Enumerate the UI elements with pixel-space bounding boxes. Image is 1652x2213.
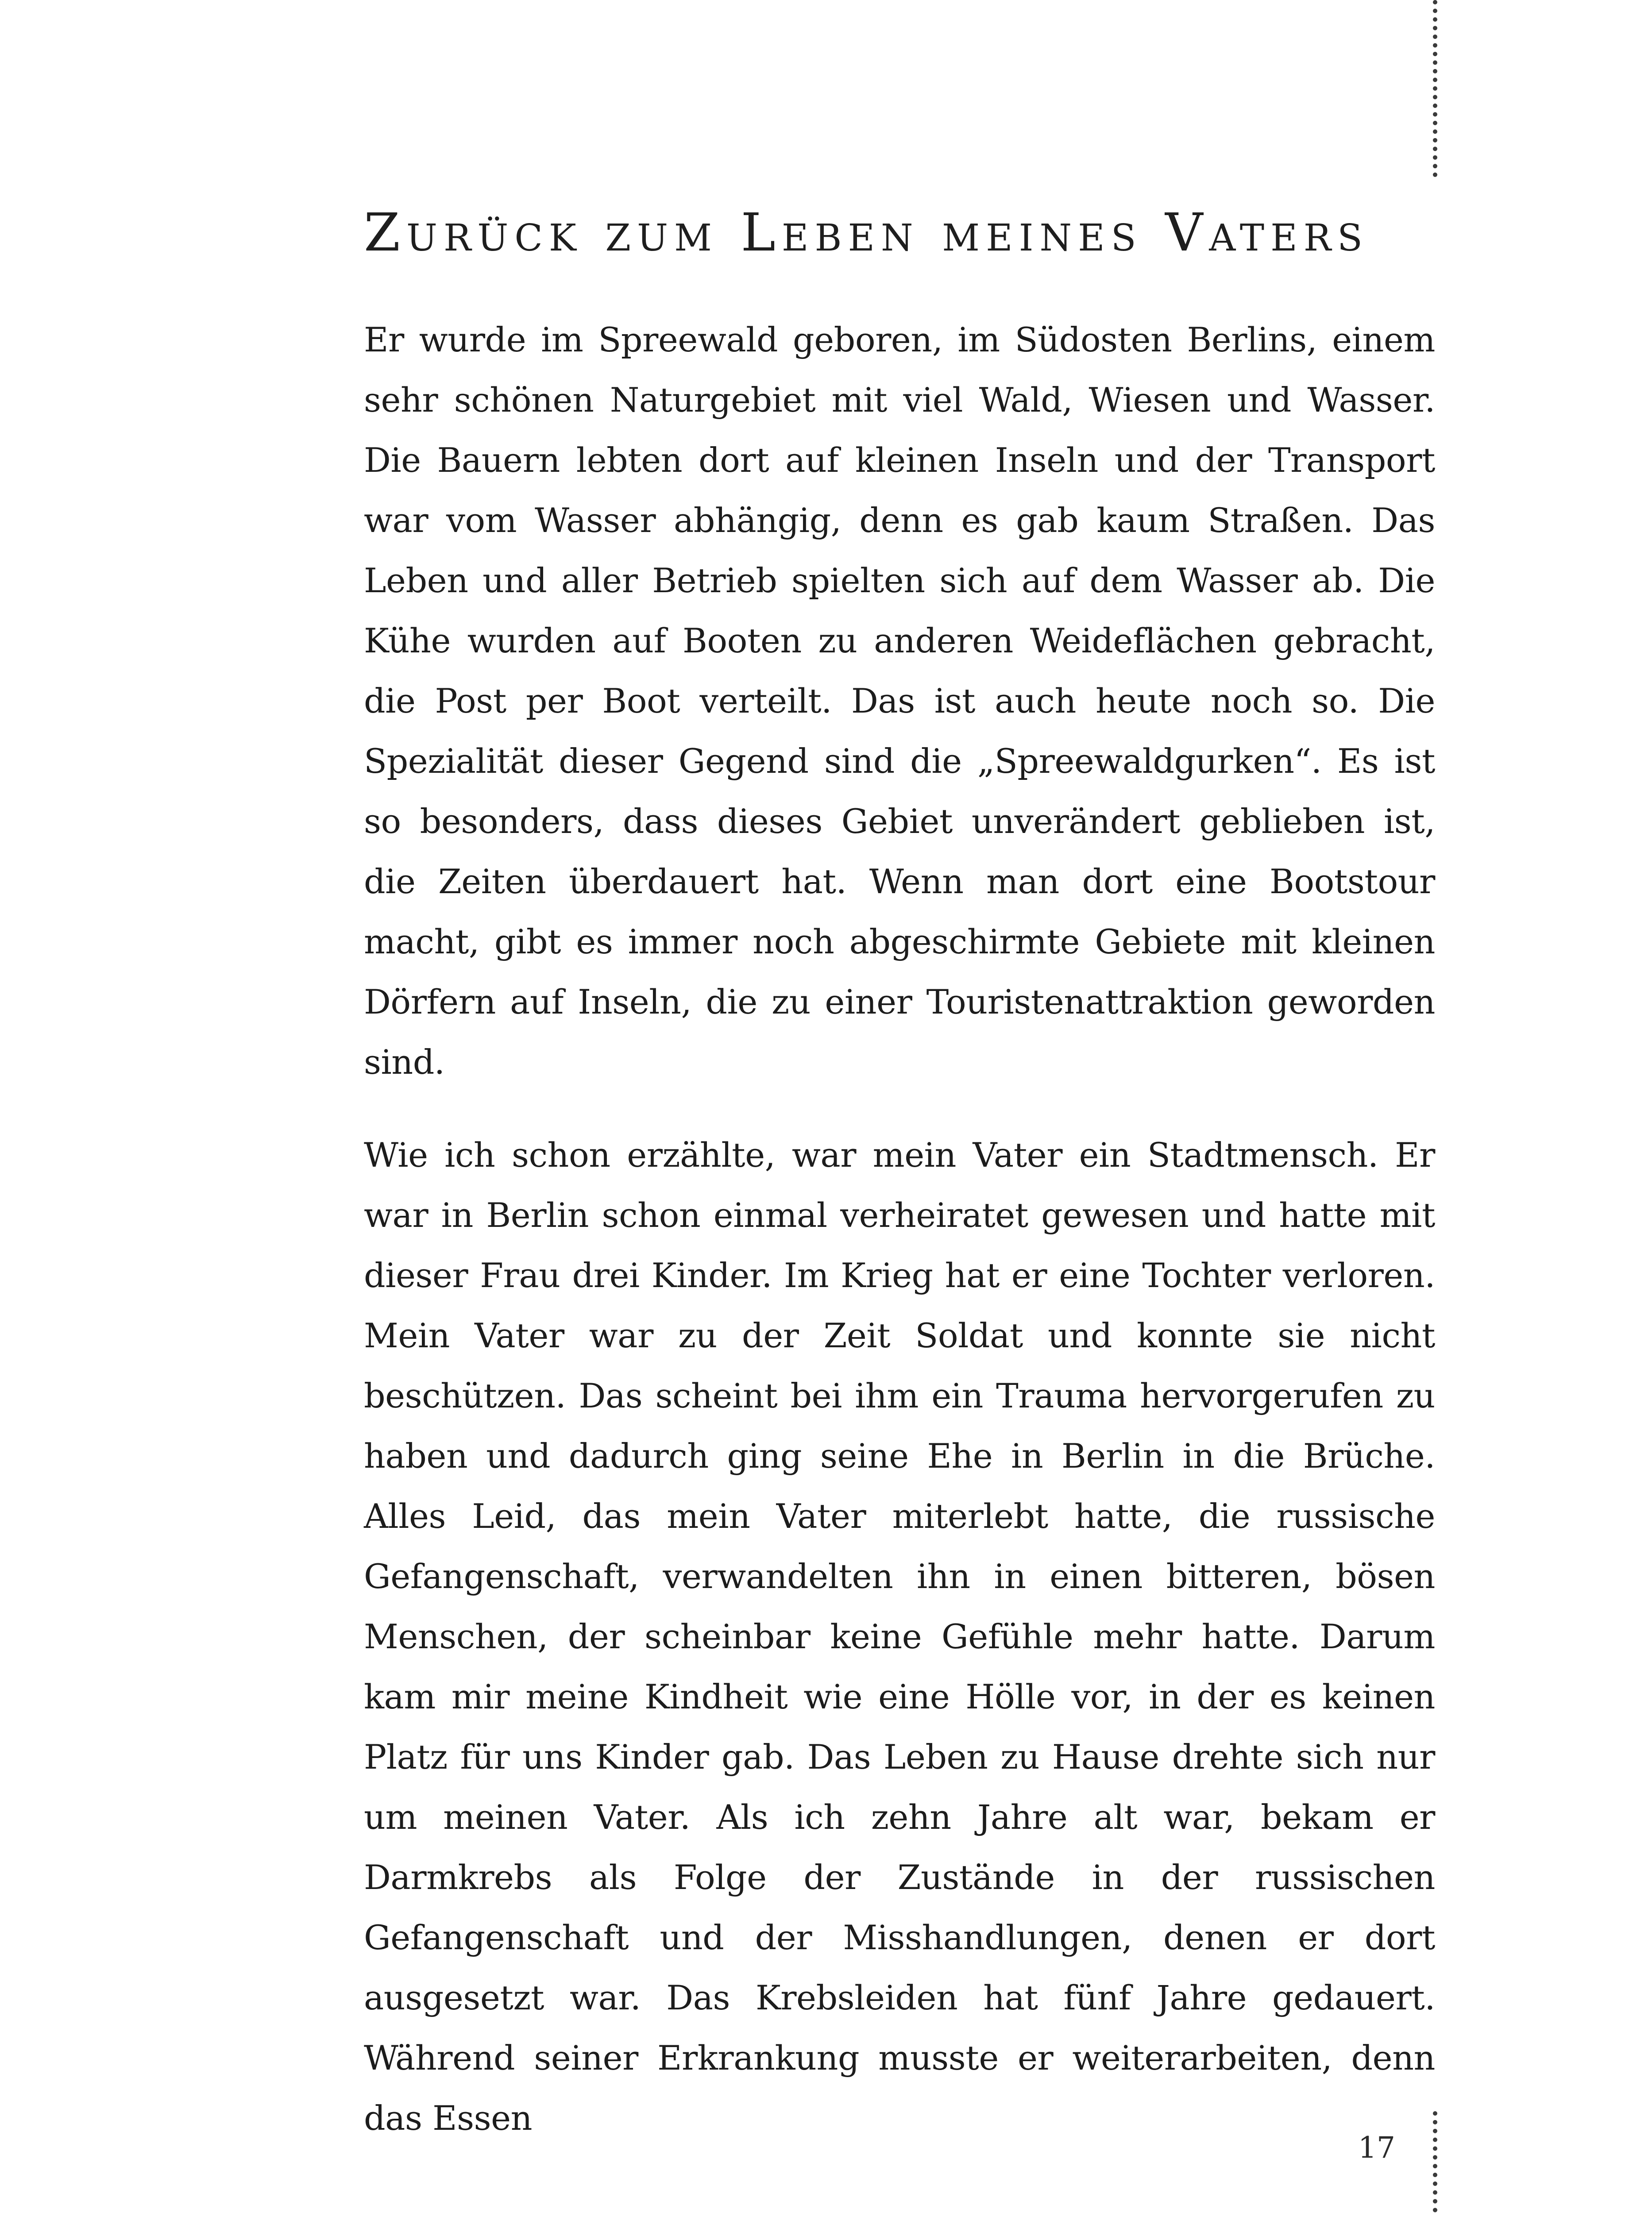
body-paragraph-1: Er wurde im Spreewald geboren, im Südosten Berlins, einem sehr schönen Naturgebiet mit viel Wald, Wiesen und Wasser. Die Bauern lebten dort auf kleinen Inseln und der Transport war vom Wasser abhängig, denn es gab kaum Straßen. Das Leben und aller Betrieb spielten sich auf dem Wasser ab. Die Kühe wurden auf Booten zu anderen Weideflächen gebracht, die Post per Boot verteilt. Das ist auch heute noch so. Die Spezialität dieser Gegend sind die „Spreewaldgurken“. Es ist so besonders, dass dieses Gebiet unverändert geblieben ist, die Zeiten überdauert hat. Wenn man dort eine Bootstour macht, gibt es immer noch abgeschirmte Gebiete mit kleinen Dörfern auf Inseln, die zu einer Touristenattraktion geworden sind.: [364, 320, 1435, 1082]
page-number: 17: [1358, 2131, 1395, 2165]
body-paragraph-2: Wie ich schon erzählte, war mein Vater ein Stadtmensch. Er war in Berlin schon einmal verheiratet gewesen und hatte mit dieser Frau drei Kinder. Im Krieg hat er eine Tochter verloren. Mein Vater war zu der Zeit Soldat und konnte sie nicht beschützen. Das scheint bei ihm ein Trauma hervorgerufen zu haben und dadurch ging seine Ehe in Berlin in die Brüche. Alles Leid, das mein Vater miterlebt hatte, die russische Gefangenschaft, verwandelten ihn in einen bitteren, bösen Menschen, der scheinbar keine Gefühle mehr hatte. Darum kam mir meine Kindheit wie eine Hölle vor, in der es keinen Platz für uns Kinder gab. Das Leben zu Hause drehte sich nur um meinen Vater. Als ich zehn Jahre alt war, bekam er Darmkrebs als Folge der Zustände in der russischen Gefangenschaft und der Misshandlungen, denen er dort ausgesetzt war. Das Krebsleiden hat fünf Jahre gedauert. Während seiner Erkrankung musste er weiterarbeiten, denn das Essen: [364, 1135, 1435, 2138]
chapter-title: Zurück zum Leben meines Vaters: [364, 202, 1369, 263]
dotted-rule-bottom: [1433, 2111, 1437, 2213]
dotted-rule-top: [1433, 0, 1437, 177]
page-content: [364, 195, 1435, 2181]
